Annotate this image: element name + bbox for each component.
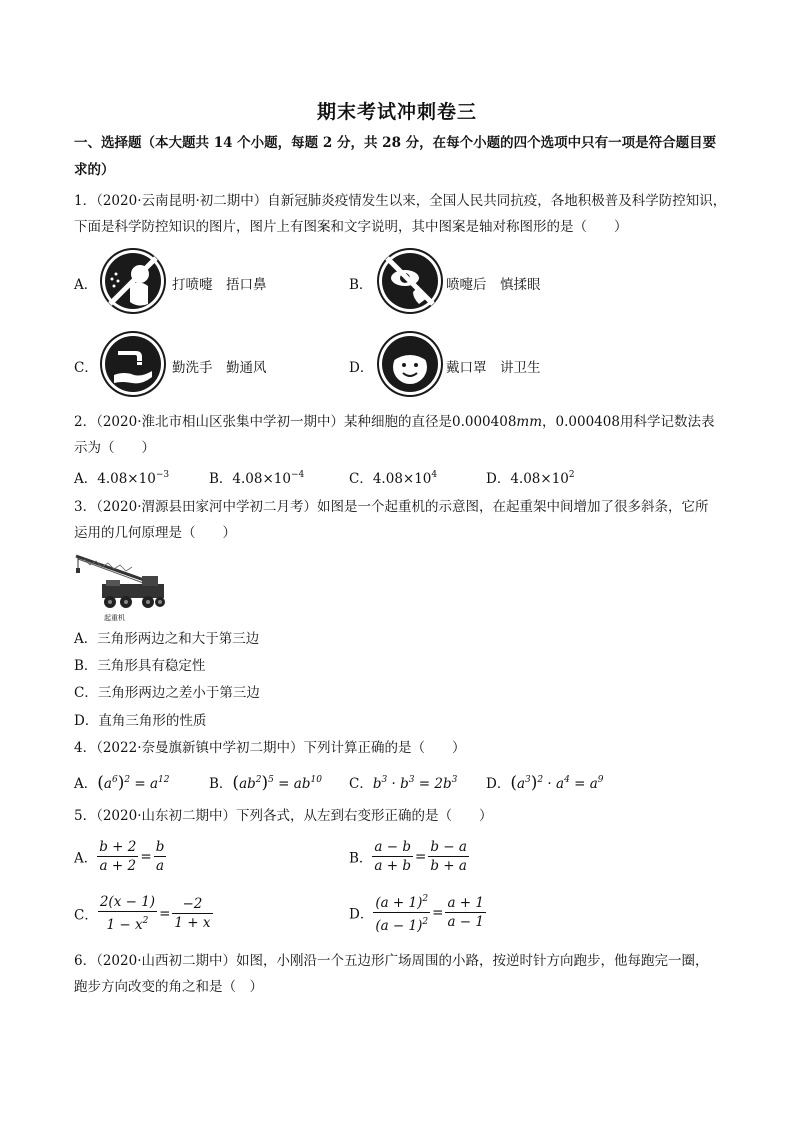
q3-option-a[interactable]: A．三角形两边之和大于第三边: [74, 631, 260, 647]
q2-stem-text-b: ，: [542, 414, 556, 430]
q2-stem-text-c: 用科学记数法表: [619, 414, 715, 430]
q5-stem-line1: 5．（2020·山东初二期中）下列各式，从左到右变形正确的是（ ）: [74, 808, 493, 824]
q6-stem-line2: 跑步方向改变的角之和是（ ）: [74, 979, 263, 995]
q4-stem-line1: 4．（2022·奈曼旗新镇中学初二期中）下列计算正确的是（ ）: [74, 740, 466, 756]
section-header-line2: 求的）: [74, 162, 115, 178]
q2-option-d-base: 4.08×10: [510, 471, 569, 487]
q4-option-d[interactable]: [486, 772, 604, 793]
q2-option-b-exp: −4: [290, 470, 305, 480]
q4-option-c[interactable]: [349, 772, 457, 792]
q2-value-1: 0.000408: [452, 414, 517, 430]
q2-option-d-exp: 2: [568, 470, 575, 480]
handwash-icon: [100, 331, 166, 397]
q2-option-a-base: 4.08×10: [97, 471, 156, 487]
q4-option-a-label: A．: [74, 776, 98, 792]
q5-option-b[interactable]: B． $\frac{a - b}{a + b}$ = $\frac{b - a}{b + a}$: [349, 839, 467, 874]
q5-option-b-lhs: $\frac{a - b}{a + b}$: [374, 839, 412, 874]
q5-option-d-rhs: $\frac{a + 1}{a - 1}$: [447, 895, 484, 930]
q4-option-d-formula: $(a^3)^2 \cdot a^4 = a^9$: [510, 773, 604, 793]
q2-option-a-label: A．: [74, 471, 98, 487]
q3-option-d[interactable]: D．直角三角形的性质: [74, 713, 207, 729]
q1-option-d-caption: 戴口罩 讲卫生: [446, 360, 541, 376]
q5-option-c-label: C．: [74, 907, 98, 924]
q2-option-b[interactable]: [209, 467, 304, 487]
crane-caption: 起重机: [104, 614, 125, 622]
q5-option-a-lhs: $\frac{b + 2}{a + 2}$: [99, 839, 137, 874]
q6-stem-line1: 6．（2020·山西初二期中）如图，小刚沿一个五边形广场周围的小路，按逆时针方向跑步，他每跑完一圈，: [74, 953, 709, 969]
q2-stem-line1: [74, 412, 724, 432]
q2-option-c-base: 4.08×10: [372, 471, 432, 487]
q5-option-a[interactable]: A． $\frac{b + 2}{a + 2}$ = $\frac{b}{a}$: [74, 839, 165, 874]
q5-option-b-rhs: $\frac{b - a}{b + a}$: [430, 839, 467, 874]
sneeze-icon: [100, 248, 166, 314]
q5-option-a-rhs: $\frac{b}{a}$: [155, 839, 165, 874]
q2-option-d-label: D．: [486, 471, 511, 487]
q5-option-a-label: A．: [74, 850, 98, 867]
q3-option-c[interactable]: C．三角形两边之差小于第三边: [74, 685, 260, 701]
q2-option-b-base: 4.08×10: [232, 471, 291, 487]
q2-value-2: 0.000408: [555, 414, 620, 430]
crane-image: [74, 550, 170, 626]
q5-option-c-lhs: $\frac{2(x - 1)}{1 - x^2}$: [99, 894, 156, 933]
q5-option-d-label: D．: [349, 906, 374, 923]
q5-option-d[interactable]: D． $\frac{(a + 1)^2}{(a - 1)^2}$ = $\frac{a + 1}{a - 1}$: [349, 890, 486, 935]
q4-option-c-formula: $b^3 \cdot b^3 = 2b^3$: [372, 775, 458, 792]
q4-option-a[interactable]: [74, 772, 169, 793]
q1-option-b-caption: 喷嚏后 慎揉眼: [446, 277, 541, 293]
page-title: 期末考试冲刺卷三: [316, 101, 477, 123]
q1-stem-line2: 下面是科学防控知识的图片，图片上有图案和文字说明，其中图案是轴对称图形的是（ ）: [74, 219, 628, 235]
q5-option-c-rhs: $\frac{-2}{1 + x}$: [174, 896, 211, 931]
q5-option-b-label: B．: [349, 850, 373, 867]
section-header-line1: 一、选择题（本大题共 14 个小题，每题 2 分，共 28 分，在每个小题的四个选项中只有一项是符合题目要: [74, 135, 717, 151]
q2-stem-text-a: 2．（2020·淮北市相山区张集中学初一期中）某种细胞的直径是: [74, 414, 452, 430]
q5-option-c[interactable]: C． $\frac{2(x - 1)}{1 - x^2}$ = $\frac{-2}{1 + x}$: [74, 894, 211, 933]
q1-option-c-caption: 勤洗手 勤通风: [172, 360, 267, 376]
q2-option-a-exp: −3: [155, 470, 170, 480]
mask-icon: [377, 331, 443, 397]
q1-option-c-label[interactable]: C．: [74, 360, 98, 376]
q1-option-a-caption: 打喷嚏 捂口鼻: [172, 277, 267, 293]
q3-stem-line2: 运用的几何原理是（ ）: [74, 525, 236, 541]
q2-unit: mm: [516, 414, 543, 430]
q4-option-d-label: D．: [486, 776, 511, 792]
q2-option-c-exp: 4: [431, 470, 438, 480]
q3-stem-line1: 3．（2020·渭源县田家河中学初二月考）如图是一个起重机的示意图，在起重架中间增加了很多斜条，它所: [74, 499, 709, 515]
q1-option-d-label[interactable]: D．: [349, 360, 374, 376]
q1-stem-line1: 1．（2020·云南昆明·初二期中）自新冠肺炎疫情发生以来，全国人民共同抗疫，各地积极普及科学防控知识，: [74, 193, 727, 209]
q2-option-c-label: C．: [349, 471, 373, 487]
q1-option-a-label[interactable]: A．: [74, 277, 98, 293]
q5-option-d-lhs: $\frac{(a + 1)^2}{(a - 1)^2}$: [373, 890, 430, 935]
q3-option-b[interactable]: B．三角形具有稳定性: [74, 658, 206, 674]
q4-option-b-formula: $(ab^2)^5 = ab^{10}$: [232, 773, 322, 793]
q2-option-c[interactable]: [349, 467, 437, 487]
q4-option-a-formula: $(a^6)^2 = a^{12}$: [97, 773, 170, 793]
q2-option-a[interactable]: [74, 467, 169, 487]
q4-option-c-label: C．: [349, 776, 373, 792]
q2-option-b-label: B．: [209, 471, 233, 487]
q4-option-b-label: B．: [209, 776, 233, 792]
q2-option-d[interactable]: [486, 467, 575, 487]
eye-rub-icon: [377, 248, 443, 314]
q4-option-b[interactable]: [209, 772, 322, 793]
q2-stem-line2: 示为（ ）: [74, 440, 155, 456]
q1-option-b-label[interactable]: B．: [349, 277, 373, 293]
